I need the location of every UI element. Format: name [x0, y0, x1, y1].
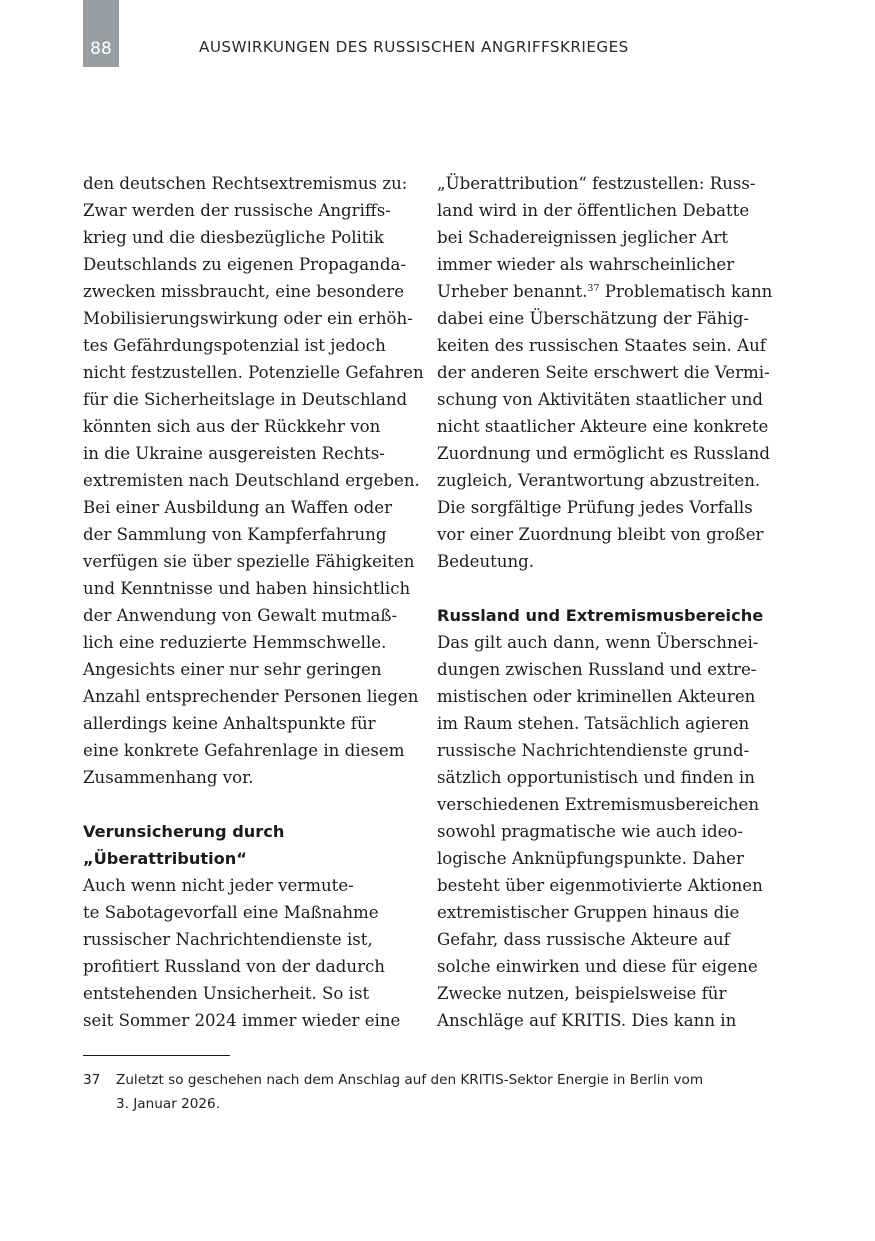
- footnote-divider: [83, 1055, 230, 1056]
- text-line: eine konkrete Gefahrenlage in diesem: [83, 741, 405, 760]
- text-line: krieg und die diesbezügliche Politik: [83, 228, 384, 247]
- section-heading-verunsicherung: [83, 818, 423, 872]
- text-line: den deutschen Rechtsextremismus zu:: [83, 174, 408, 193]
- paragraph-spacer: [83, 791, 423, 818]
- text-line: der Anwendung von Gewalt mutmaß-: [83, 606, 398, 625]
- section-heading-extremismusbereiche: Russland und Extremismusbereiche: [437, 606, 764, 625]
- text-line: Angesichts einer nur sehr geringen: [83, 660, 382, 679]
- text-line: verfügen sie über spezielle Fähigkeiten: [83, 552, 415, 571]
- text-line: und Kenntnisse und haben hinsichtlich: [83, 579, 411, 598]
- text-line: in die Ukraine ausgereisten Rechts-: [83, 444, 385, 463]
- text-line: für die Sicherheitslage in Deutschland: [83, 390, 408, 409]
- page-number-tab: [83, 0, 119, 67]
- footnote-text: [116, 1068, 703, 1116]
- text-line: schung von Aktivitäten staatlicher und: [437, 390, 764, 409]
- text-line: besteht über eigenmotivierte Aktionen: [437, 876, 763, 895]
- paragraph-spacer: [437, 575, 782, 602]
- text-line: Die sorgfältige Prüfung jedes Vorfalls: [437, 498, 753, 517]
- text-line: „Überattribution“ festzustellen: Russ-: [437, 174, 756, 193]
- text-line: vor einer Zuordnung bleibt von großer: [437, 525, 764, 544]
- text-line: mistischen oder kriminellen Akteuren: [437, 687, 756, 706]
- text-line: sätzlich opportunistisch und finden in: [437, 768, 755, 787]
- running-header-title: AUSWIRKUNGEN DES RUSSISCHEN ANGRIFFSKRIEGES: [199, 38, 629, 56]
- text-line: logische Anknüpfungspunkte. Daher: [437, 849, 744, 868]
- text-line: allerdings keine Anhaltspunkte für: [83, 714, 376, 733]
- text-line: Gefahr, dass russische Akteure auf: [437, 930, 730, 949]
- left-paragraph-2: [83, 872, 423, 1034]
- text-line: dungen zwischen Russland und extre-: [437, 660, 757, 679]
- text-line: Zusammenhang vor.: [83, 768, 254, 787]
- heading-line: Verunsicherung durch: [83, 822, 285, 841]
- text-line: land wird in der öffentlichen Debatte: [437, 201, 750, 220]
- right-column: [437, 170, 782, 1034]
- text-line: solche einwirken und diese für eigene: [437, 957, 758, 976]
- text-line: nicht festzustellen. Potenzielle Gefahren: [83, 363, 424, 382]
- text-line: russischer Nachrichtendienste ist,: [83, 930, 373, 949]
- text-line: verschiedenen Extremismusbereichen: [437, 795, 760, 814]
- right-paragraph-1: [437, 170, 782, 575]
- text-line: extremisten nach Deutschland ergeben.: [83, 471, 420, 490]
- text-line: im Raum stehen. Tatsächlich agieren: [437, 714, 750, 733]
- right-paragraph-2: [437, 629, 782, 1034]
- text-line: Anschläge auf KRITIS. Dies kann in: [437, 1011, 737, 1030]
- text-line: te Sabotagevorfall eine Maßnahme: [83, 903, 379, 922]
- text-line: keiten des russischen Staates sein. Auf: [437, 336, 766, 355]
- text-line: Bedeutung.: [437, 552, 535, 571]
- text-line: nicht staatlicher Akteure eine konkrete: [437, 417, 769, 436]
- text-line: sowohl pragmatische wie auch ideo-: [437, 822, 744, 841]
- text-line: bei Schadereignissen jeglicher Art: [437, 228, 728, 247]
- text-fragment: Problematisch kann: [599, 282, 773, 301]
- text-line: russische Nachrichtendienste grund-: [437, 741, 750, 760]
- text-line: der Sammlung von Kampferfahrung: [83, 525, 387, 544]
- text-line-with-footnote: [437, 278, 782, 305]
- footnote-line: Zuletzt so geschehen nach dem Anschlag auf den KRITIS-Sektor Energie in Berlin vom: [116, 1072, 704, 1088]
- text-line: Anzahl entsprechender Personen liegen: [83, 687, 419, 706]
- text-line: profitiert Russland von der dadurch: [83, 957, 385, 976]
- left-column: [83, 170, 423, 1034]
- text-line: Bei einer Ausbildung an Waffen oder: [83, 498, 393, 517]
- text-line: zwecken missbraucht, eine besondere: [83, 282, 405, 301]
- text-fragment: Urheber benannt.: [437, 282, 588, 301]
- text-line: Zwar werden der russische Angriffs-: [83, 201, 391, 220]
- text-line: tes Gefährdungspotenzial ist jedoch: [83, 336, 386, 355]
- text-line: entstehenden Unsicherheit. So ist: [83, 984, 370, 1003]
- text-line: Mobilisierungswirkung oder ein erhöh-: [83, 309, 413, 328]
- text-line: Zuordnung und ermöglicht es Russland: [437, 444, 770, 463]
- text-line: dabei eine Überschätzung der Fähig-: [437, 309, 750, 328]
- text-line: seit Sommer 2024 immer wieder eine: [83, 1011, 401, 1030]
- text-line: extremistischer Gruppen hinaus die: [437, 903, 740, 922]
- left-paragraph-1: [83, 170, 423, 791]
- page-number: 88: [90, 39, 112, 59]
- text-line: Das gilt auch dann, wenn Überschnei-: [437, 633, 759, 652]
- heading-line: „Überattribution“: [83, 849, 247, 868]
- text-line: Deutschlands zu eigenen Propaganda-: [83, 255, 406, 274]
- text-line: der anderen Seite erschwert die Vermi-: [437, 363, 770, 382]
- text-line: lich eine reduzierte Hemmschwelle.: [83, 633, 387, 652]
- footnote-number: 37: [83, 1072, 101, 1088]
- text-line: Auch wenn nicht jeder vermute-: [83, 876, 354, 895]
- text-line: Zwecke nutzen, beispielsweise für: [437, 984, 727, 1003]
- text-line: immer wieder als wahrscheinlicher: [437, 255, 735, 274]
- text-line: zugleich, Verantwortung abzustreiten.: [437, 471, 761, 490]
- footnote-line: 3. Januar 2026.: [116, 1096, 221, 1112]
- text-line: könnten sich aus der Rückkehr von: [83, 417, 381, 436]
- footnote-reference[interactable]: 37: [587, 283, 600, 294]
